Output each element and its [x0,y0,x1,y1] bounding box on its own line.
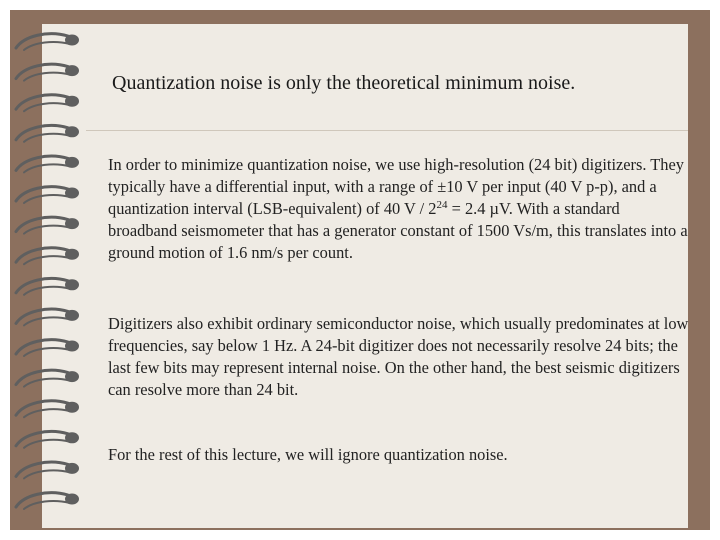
binding-ring [16,125,79,141]
binding-ring [16,309,79,325]
binding-ring [16,64,79,80]
slide-title: Quantization noise is only the theoretical minimum noise. [112,72,576,94]
paragraph-1-text-start: In order to minimize quantization noise, we use high-resolution (24 bit) digitizers. They typically have a differential input, with a range of ±10 V per input (40 V p-p), and a quantization interval (LSB-equivalent) of 40 V / 2 [108,155,684,218]
binding-ring [16,95,79,111]
binding-ring [16,278,79,294]
paragraph-semiconductor-noise: Digitizers also exhibit ordinary semiconductor noise, which usually predominates at low frequencies, say below 1 Hz. A 24-bit digitizer does not necessarily resolve 24 bits; the last few bits may represent internal noise. On the other hand, the best seismic digitizers can resolve more than 24 bit. [108,314,689,399]
binding-ring [16,156,79,172]
title-divider [86,130,688,131]
binding-ring [16,431,79,447]
binding-ring [16,340,79,356]
binding-ring [16,248,79,264]
exponent: 24 [436,199,448,211]
paragraph-conclusion: For the rest of this lecture, we will ignore quantization noise. [108,445,508,464]
binding-ring [16,401,79,417]
paragraph-quantization-interval [108,154,690,264]
binding-ring [16,493,79,509]
spiral-binding-icon [10,24,90,528]
binding-ring [16,34,79,50]
binding-ring [16,217,79,233]
binding-ring [16,370,79,386]
binding-ring [16,462,79,478]
paragraph-1-text-end: = 2.4 µV. With a standard broadband seismometer that has a generator constant of 1500 Vs/m, this translates into a ground motion of 1.6 nm/s per count. [108,199,688,262]
binding-ring [16,187,79,203]
